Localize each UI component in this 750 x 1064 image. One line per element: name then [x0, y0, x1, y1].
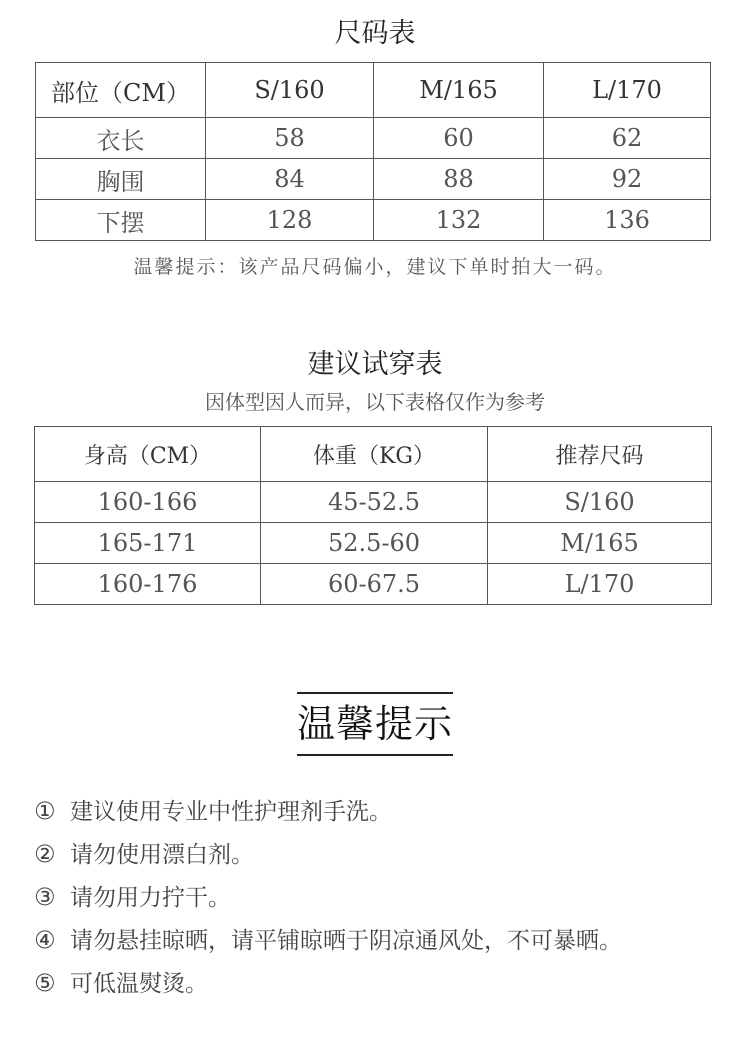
care-tip-text: 请勿悬挂晾晒，请平铺晾晒于阴凉通风处，不可暴晒。: [70, 928, 622, 954]
table-cell: 60-67.5: [261, 564, 488, 605]
header-cell-height: 身高（CM）: [35, 427, 261, 482]
table-cell: 92: [544, 159, 711, 200]
care-tip-text: 建议使用专业中性护理剂手洗。: [70, 799, 392, 825]
table-cell: M/165: [488, 523, 712, 564]
table-cell: 128: [206, 200, 374, 241]
header-cell-size-l: L/170: [544, 63, 711, 118]
fit-chart-subtitle: 因体型因人而异，以下表格仅作为参考: [205, 390, 545, 414]
care-tip-text: 请勿使用漂白剂。: [70, 842, 254, 868]
table-cell: 160-166: [35, 482, 261, 523]
table-cell: 160-176: [35, 564, 261, 605]
row-label-cell: 胸围: [36, 159, 206, 200]
size-chart-title: 尺码表: [334, 18, 416, 49]
size-note: 温馨提示：该产品尺码偏小，建议下单时拍大一码。: [133, 256, 617, 278]
header-cell-weight: 体重（KG）: [261, 427, 488, 482]
list-item: [34, 876, 724, 919]
table-cell: 45-52.5: [261, 482, 488, 523]
table-row: [36, 118, 711, 159]
table-cell: 88: [374, 159, 544, 200]
table-row: [35, 482, 712, 523]
care-tips-list: [34, 790, 724, 1005]
care-tip-text: 可低温熨烫。: [70, 971, 208, 997]
table-row: [36, 200, 711, 241]
table-row: [35, 564, 712, 605]
circled-number: ②: [34, 840, 56, 868]
header-cell-recommended-size: 推荐尺码: [488, 427, 712, 482]
table-cell: 132: [374, 200, 544, 241]
table-row: [36, 159, 711, 200]
header-cell-part: 部位（CM）: [36, 63, 206, 118]
care-tip-text: 请勿用力拧干。: [70, 885, 231, 911]
care-tips-heading: 温馨提示: [297, 692, 453, 756]
table-cell: 136: [544, 200, 711, 241]
table-cell: 60: [374, 118, 544, 159]
circled-number: ⑤: [34, 969, 56, 997]
table-cell: 84: [206, 159, 374, 200]
header-cell-size-m: M/165: [374, 63, 544, 118]
table-cell: 58: [206, 118, 374, 159]
list-item: [34, 790, 724, 833]
table-cell: 52.5-60: [261, 523, 488, 564]
table-header-row: [35, 427, 712, 482]
table-row: [35, 523, 712, 564]
table-cell: S/160: [488, 482, 712, 523]
header-cell-size-s: S/160: [206, 63, 374, 118]
list-item: [34, 962, 724, 1005]
circled-number: ④: [34, 926, 56, 954]
table-cell: 165-171: [35, 523, 261, 564]
table-header-row: [36, 63, 711, 118]
fit-chart-table: [34, 426, 712, 605]
size-chart-table: [35, 62, 711, 241]
row-label-cell: 下摆: [36, 200, 206, 241]
fit-chart-title: 建议试穿表: [307, 349, 443, 380]
list-item: [34, 833, 724, 876]
circled-number: ③: [34, 883, 56, 911]
row-label-cell: 衣长: [36, 118, 206, 159]
table-cell: 62: [544, 118, 711, 159]
table-cell: L/170: [488, 564, 712, 605]
circled-number: ①: [34, 797, 56, 825]
list-item: [34, 919, 724, 962]
